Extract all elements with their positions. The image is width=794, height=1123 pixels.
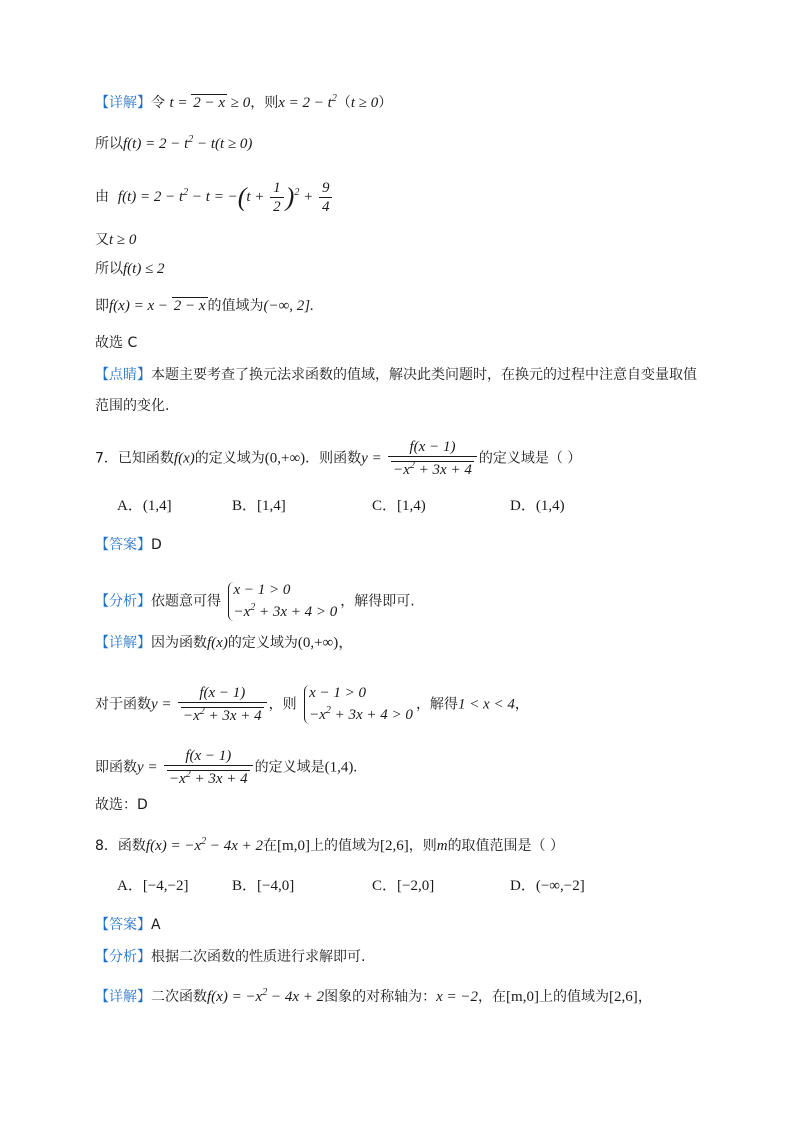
detail-line-1: 【详解】令 t = 2 − x ≥ 0，则$x = 2 - t^2(t \ge 0)$: [95, 93, 393, 111]
comment-line-1: 【点睛】本题主要考查了换元法求函数的值域，解决此类问题时，在换元的过程中注意自变量取值: [95, 367, 697, 383]
q7-option-b[interactable]: B．[1,4]: [232, 498, 286, 514]
q8-option-a[interactable]: A．[−4,−2]: [117, 878, 189, 894]
math-x-expression: $x = 2 - t^2$: [278, 93, 337, 111]
q8-analysis: 【分析】根据二次函数的性质进行求解即可.: [95, 949, 366, 965]
math-ft: $f(t) = 2 - t^2 - t(t \ge 0)$: [123, 134, 253, 152]
q7-detail-3: 即函数y = $\frac{f(x - 1)}{-x^2 + 3x + 4}$ 的定义域是(1,4).: [95, 748, 358, 787]
q7-detail-2: 对于函数y = $\frac{f(x - 1)}{-x^2 + 3x + 4}$ ，则 x − 1 > 0 $-x^2 + 3x + 4 > 0$ ，解得1 < x < 4，: [95, 685, 529, 724]
detail-tag: 【详解】: [95, 95, 151, 111]
detail-line-6: 即f(x) = x − 2 − x 的值域为(−∞, 2].: [95, 298, 314, 314]
q7-option-a[interactable]: A．(1,4]: [117, 498, 172, 514]
detail-conclusion: 故选 C: [95, 335, 138, 351]
q7-option-d[interactable]: D．(1,4): [510, 498, 565, 514]
question-7-stem: 7．已知函数f(x)的定义域为(0,+∞)．则函数y = $\frac{f(x - 1)}{-x^2 + 3x + 4}$ 的定义域是（ ）: [95, 439, 582, 478]
comment-line-2: 范围的变化.: [95, 398, 170, 414]
q7-answer: 【答案】D: [95, 537, 162, 553]
inequality-system: x − 1 > 0 $-x^2 + 3x + 4 > 0$: [228, 582, 337, 621]
q8-option-d[interactable]: D．(−∞,−2]: [510, 878, 585, 894]
q8-detail: 【详解】二次函数$f(x) = -x^2 - 4x + 2$图象的对称轴为：x = −2，在[m,0]上的值域为[2,6]，: [95, 987, 653, 1005]
comment-tag: 【点睛】: [95, 367, 151, 383]
q8-option-b[interactable]: B．[−4,0]: [232, 878, 295, 894]
question-8-stem: 8．函数$f(x) = -x^2 - 4x + 2$在[m,0]上的值域为[2,6]，则m的取值范围是（ ）: [95, 836, 565, 854]
q7-detail-1: 【详解】因为函数f(x)的定义域为(0,+∞)，: [95, 635, 354, 651]
detail-line-2: 所以$f(t) = 2 - t^2 - t(t \ge 0)$: [95, 134, 253, 152]
math-substitution: t = 2 − x ≥ 0: [169, 95, 251, 111]
detail-line-3: 由 $f(t) = 2 - t^2 - t = -(t$ + $\frac{1}{2}$ )$^2$ + $\frac{9}{4}$: [95, 180, 334, 215]
fraction-function: $\frac{f(x - 1)}{-x^2 + 3x + 4}$: [388, 439, 477, 478]
detail-line-5: 所以f(t) ≤ 2: [95, 261, 165, 277]
q8-option-c[interactable]: C．[−2,0]: [372, 878, 435, 894]
q7-final: 故选：D: [95, 797, 148, 813]
q7-analysis: 【分析】依题意可得 x − 1 > 0 $-x^2 + 3x + 4 > 0$ ，解得即可.: [95, 582, 415, 620]
q7-option-c[interactable]: C．[1,4): [372, 498, 426, 514]
q8-answer: 【答案】A: [95, 917, 161, 933]
detail-line-4: 又t ≥ 0: [95, 232, 137, 248]
math-completing-square: $f(t) = 2 - t^2 - t = -(t$ + $\frac{1}{2}$ )$^2$ + $\frac{9}{4}$: [118, 189, 335, 205]
